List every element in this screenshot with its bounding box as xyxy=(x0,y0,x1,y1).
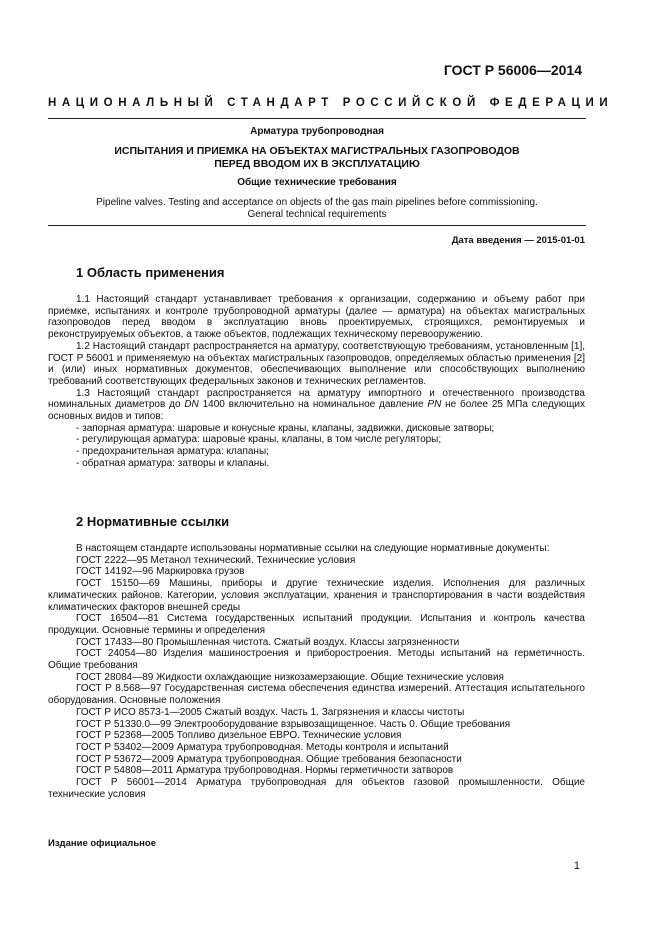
list-item: - запорная арматура: шаровые и конусные краны, клапаны, задвижки, дисковые затворы; xyxy=(76,422,495,434)
document-title xyxy=(48,145,586,170)
reference-item: ГОСТ 24054—80 Изделия машиностроения и приборостроения. Методы испытаний на герметичность. Общие требования xyxy=(48,648,585,672)
section-1-body xyxy=(48,294,585,470)
reference-item: ГОСТ 16504—81 Система государственных испытаний продукции. Испытания и контроль качества продукции. Основные термины и определения xyxy=(48,613,585,636)
section-2-body xyxy=(48,543,585,800)
section-1-heading: 1 Область применения xyxy=(76,265,225,280)
reference-item: ГОСТ Р 54808—2011 Арматура трубопроводная. Нормы герметичности затворов xyxy=(76,765,454,777)
document-title-line-1: ИСПЫТАНИЯ И ПРИЕМКА НА ОБЪЕКТАХ МАГИСТРАЛЬНЫХ ГАЗОПРОВОДОВ xyxy=(114,145,520,157)
paragraph-1-2: 1.2 Настоящий стандарт распространяется на арматуру, соответствующую требованиям, установленным [1], ГОСТ Р 56001 и применяемую на объектах магистральных газопроводов, определяемых областью применения [2] и (или) иных нормативных документов, обеспечивающих выполнение или способствующих выполнению требований соответствующих федеральных законов и технических регламентов. xyxy=(48,340,585,387)
document-subtitle: Общие технические требования xyxy=(237,177,397,188)
list-item: - предохранительная арматура: клапаны; xyxy=(76,446,269,458)
paragraph-1-1: 1.1 Настоящий стандарт устанавливает требования к организации, содержанию и объему работ при приемке, испытаниях и контроле трубопроводной арматуры (далее — арматура) на объектах магистральных газопроводов перед вводом в эксплуатацию вновь проектируемых, строящихся, ремонтируемых и реконструируемых объектов, а также объектов, подлежащих техническому перевооружению. xyxy=(48,294,585,341)
reference-item: ГОСТ Р ИСО 8573-1—2005 Сжатый воздух. Часть 1. Загрязнения и классы чистоты xyxy=(76,706,465,718)
introduction-date: Дата введения — 2015-01-01 xyxy=(451,235,585,246)
reference-item: ГОСТ Р 51330.0—99 Электрооборудование взрывозащищенное. Часть 0. Общие требования xyxy=(76,718,511,730)
reference-item: ГОСТ 15150—69 Машины, приборы и другие технические изделия. Исполнения для различных климатических районов. Категории, условия эксплуатации, хранения и транспортирования в части воздействия климатических факторов внешней среды xyxy=(48,578,585,613)
paragraph-1-3-part-a: 1.3 Настоящий стандарт распространяется на арматуру импортного и отечественного производства номинальных диаметров до xyxy=(48,387,585,411)
reference-item: ГОСТ Р 56001—2014 Арматура трубопроводная для объектов газовой промышленности. Общие технические условия xyxy=(48,777,585,800)
pn-symbol: PN xyxy=(427,399,442,411)
document-title-line-2: ПЕРЕД ВВОДОМ ИХ В ЭКСПЛУАТАЦИЮ xyxy=(214,157,420,170)
list-item: - регулирующая арматура: шаровые краны, клапаны, в том числе регуляторы; xyxy=(76,434,442,446)
reference-item: ГОСТ 2222—95 Метанол технический. Технические условия xyxy=(76,554,356,566)
section-2-heading: 2 Нормативные ссылки xyxy=(76,514,230,529)
english-title-line-2: General technical requirements xyxy=(247,208,387,220)
english-title xyxy=(48,197,586,220)
paragraph-1-3-part-b: 1400 включительно на номинальное давление xyxy=(198,399,428,411)
reference-item: ГОСТ 28084—89 Жидкости охлаждающие низкозамерзающие. Общие технические условия xyxy=(76,671,504,683)
page-number: 1 xyxy=(573,860,580,872)
reference-item: ГОСТ 17433—80 Промышленная чистота. Сжатый воздух. Классы загрязненности xyxy=(76,636,460,648)
title-divider xyxy=(48,225,586,226)
national-standard-title: НАЦИОНАЛЬНЫЙ СТАНДАРТ РОССИЙСКОЙ ФЕДЕРАЦИИ xyxy=(48,97,614,109)
document-category: Арматура трубопроводная xyxy=(250,126,384,137)
paragraph-1-3-part-c: не более 25 МПа следующих основных видов и типов: xyxy=(48,399,586,423)
reference-item: ГОСТ Р 8.568—97 Государственная система обеспечения единства измерений. Аттестация испытательного оборудования. Основные положения xyxy=(48,683,585,707)
reference-item: ГОСТ 14192—96 Маркировка грузов xyxy=(76,566,245,578)
standard-number: ГОСТ Р 56006—2014 xyxy=(443,62,582,78)
reference-item: ГОСТ Р 53672—2009 Арматура трубопроводная. Общие требования безопасности xyxy=(76,753,462,765)
official-edition-label: Издание официальное xyxy=(48,838,156,849)
reference-item: ГОСТ Р 52368—2005 Топливо дизельное ЕВРО. Технические условия xyxy=(76,730,402,742)
paragraph-1-3 xyxy=(48,388,585,423)
dn-symbol: DN xyxy=(184,399,199,411)
english-title-line-1: Pipeline valves. Testing and acceptance on objects of the gas main pipelines before commissioning. xyxy=(96,197,538,208)
reference-item: ГОСТ Р 53402—2009 Арматура трубопроводная. Методы контроля и испытаний xyxy=(76,741,449,753)
header-divider xyxy=(48,118,586,119)
references-intro: В настоящем стандарте использованы нормативные ссылки на следующие нормативные документы: xyxy=(76,543,550,554)
list-item: - обратная арматура: затворы и клапаны. xyxy=(76,457,270,469)
